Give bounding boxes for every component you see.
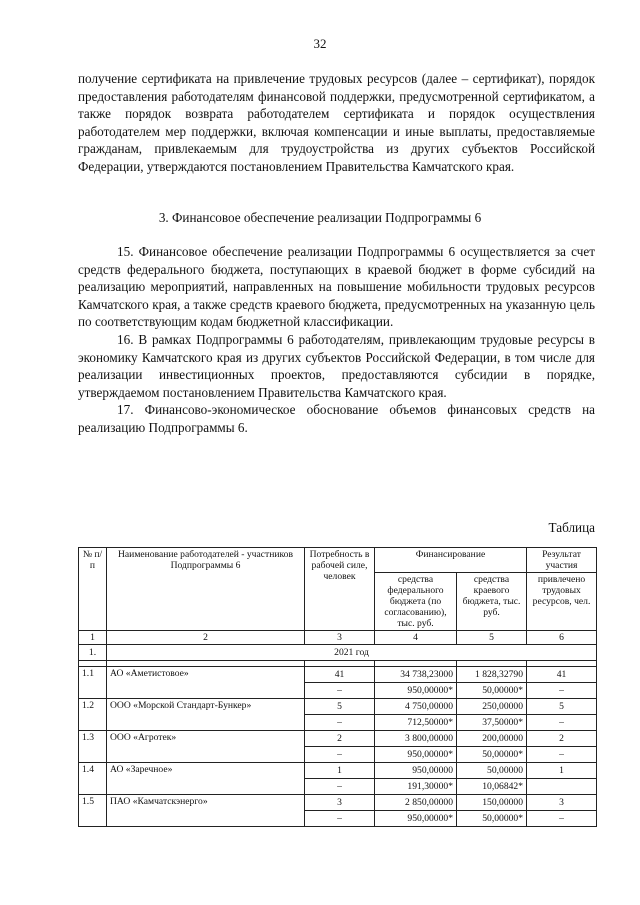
table-row xyxy=(79,795,597,811)
need-value: – xyxy=(305,747,375,763)
table-row xyxy=(79,667,597,683)
employer-name: АО «Заречное» xyxy=(107,763,305,795)
paragraph-15: 15. Финансовое обеспечение реализации Подпрограммы 6 осуществляется за счет средств федерального бюджета, поступающих в краевой бюджет в форме субсидий на реализацию мероприятий, направленных на повышение мобильности трудовых ресурсов Камчатского края, а также средств краевого бюджета, предусмотренных на указанную цель по соответствующим кодам бюджетной классификации. xyxy=(78,244,595,330)
year-row-num: 1. xyxy=(79,645,107,661)
regional-value: 50,00000* xyxy=(457,811,527,827)
federal-value: 34 738,23000 xyxy=(375,667,457,683)
federal-value: 950,00000* xyxy=(375,811,457,827)
attracted-value: – xyxy=(527,811,597,827)
year-row xyxy=(79,645,597,661)
year-row-label: 2021 год xyxy=(107,645,597,661)
employer-name: ПАО «Камчатскэнерго» xyxy=(107,795,305,827)
page-number: 32 xyxy=(313,36,327,51)
section-title: 3. Финансовое обеспечение реализации Подпрограммы 6 xyxy=(158,210,482,225)
table-row xyxy=(79,699,597,715)
header-financing: Финансирование xyxy=(375,548,527,573)
col-num-1: 1 xyxy=(79,631,107,645)
regional-value: 200,00000 xyxy=(457,731,527,747)
need-value: 5 xyxy=(305,699,375,715)
regional-value: 37,50000* xyxy=(457,715,527,731)
employer-name: АО «Аметистовое» xyxy=(107,667,305,699)
federal-value: 2 850,00000 xyxy=(375,795,457,811)
need-value: 1 xyxy=(305,763,375,779)
row-num: 1.2 xyxy=(79,699,107,731)
col-num-2: 2 xyxy=(107,631,305,645)
header-need: Потребность в рабочей силе, человек xyxy=(305,548,375,631)
row-num: 1.4 xyxy=(79,763,107,795)
federal-value: 950,00000 xyxy=(375,763,457,779)
attracted-value: – xyxy=(527,715,597,731)
attracted-value: 5 xyxy=(527,699,597,715)
need-value: – xyxy=(305,715,375,731)
attracted-value: 2 xyxy=(527,731,597,747)
attracted-value: 1 xyxy=(527,763,597,779)
need-value: 3 xyxy=(305,795,375,811)
header-regional: средства краевого бюджета, тыс. руб. xyxy=(457,573,527,631)
regional-value: 250,00000 xyxy=(457,699,527,715)
employer-name: ООО «Морской Стандарт-Бункер» xyxy=(107,699,305,731)
federal-value: 4 750,00000 xyxy=(375,699,457,715)
regional-value: 50,00000 xyxy=(457,763,527,779)
need-value: – xyxy=(305,683,375,699)
table-row xyxy=(79,731,597,747)
need-value: 41 xyxy=(305,667,375,683)
attracted-value: 3 xyxy=(527,795,597,811)
attracted-value: 41 xyxy=(527,667,597,683)
header-result: Результат участия xyxy=(527,548,597,573)
attracted-value: – xyxy=(527,747,597,763)
employer-name: ООО «Агротек» xyxy=(107,731,305,763)
attracted-value xyxy=(527,779,597,795)
col-num-4: 4 xyxy=(375,631,457,645)
federal-value: 950,00000* xyxy=(375,683,457,699)
header-federal: средства федерального бюджета (по согласованию), тыс. руб. xyxy=(375,573,457,631)
paragraph-16: 16. В рамках Подпрограммы 6 работодателям, привлекающим трудовые ресурсы в экономику Камчатского края из других субъектов Российской Федерации, в том числе для реализации инвестиционных проектов, предоставляются субсидии в порядке, утверждаемом постановлением Правительства Камчатского края. xyxy=(78,331,595,400)
regional-value: 150,00000 xyxy=(457,795,527,811)
table-label: Таблица xyxy=(548,520,595,535)
need-value: 2 xyxy=(305,731,375,747)
main-paragraphs xyxy=(78,243,595,437)
regional-value: 50,00000* xyxy=(457,747,527,763)
need-value: – xyxy=(305,811,375,827)
federal-value: 712,50000* xyxy=(375,715,457,731)
col-num-5: 5 xyxy=(457,631,527,645)
row-num: 1.1 xyxy=(79,667,107,699)
header-num: № п/п xyxy=(79,548,107,631)
federal-value: 3 800,00000 xyxy=(375,731,457,747)
col-num-6: 6 xyxy=(527,631,597,645)
table-row xyxy=(79,763,597,779)
financing-table xyxy=(78,547,597,827)
paragraph-17: 17. Финансово-экономическое обоснование объемов финансовых средств на реализацию Подпрограммы 6. xyxy=(78,402,595,435)
intro-text: получение сертификата на привлечение трудовых ресурсов (далее – сертификат), порядок предоставления работодателям финансовой поддержки, предусмотренной сертификатом, а также порядок возврата работодателем сертификата и порядок осуществления работодателем мер поддержки, включая компенсации и иные выплаты, предоставляемые гражданам, привлекаемым для трудоустройства из других субъектов Российской Федерации, утверждаются постановлением Правительства Камчатского края. xyxy=(78,71,595,174)
attracted-value: – xyxy=(527,683,597,699)
regional-value: 50,00000* xyxy=(457,683,527,699)
federal-value: 191,30000* xyxy=(375,779,457,795)
header-attracted: привлечено трудовых ресурсов, чел. xyxy=(527,573,597,631)
need-value: – xyxy=(305,779,375,795)
row-num: 1.3 xyxy=(79,731,107,763)
regional-value: 1 828,32790 xyxy=(457,667,527,683)
federal-value: 950,00000* xyxy=(375,747,457,763)
intro-paragraph xyxy=(78,70,595,176)
column-numbers-row xyxy=(79,631,597,645)
header-employer: Наименование работодателей - участников Подпрограммы 6 xyxy=(107,548,305,631)
col-num-3: 3 xyxy=(305,631,375,645)
regional-value: 10,06842* xyxy=(457,779,527,795)
row-num: 1.5 xyxy=(79,795,107,827)
